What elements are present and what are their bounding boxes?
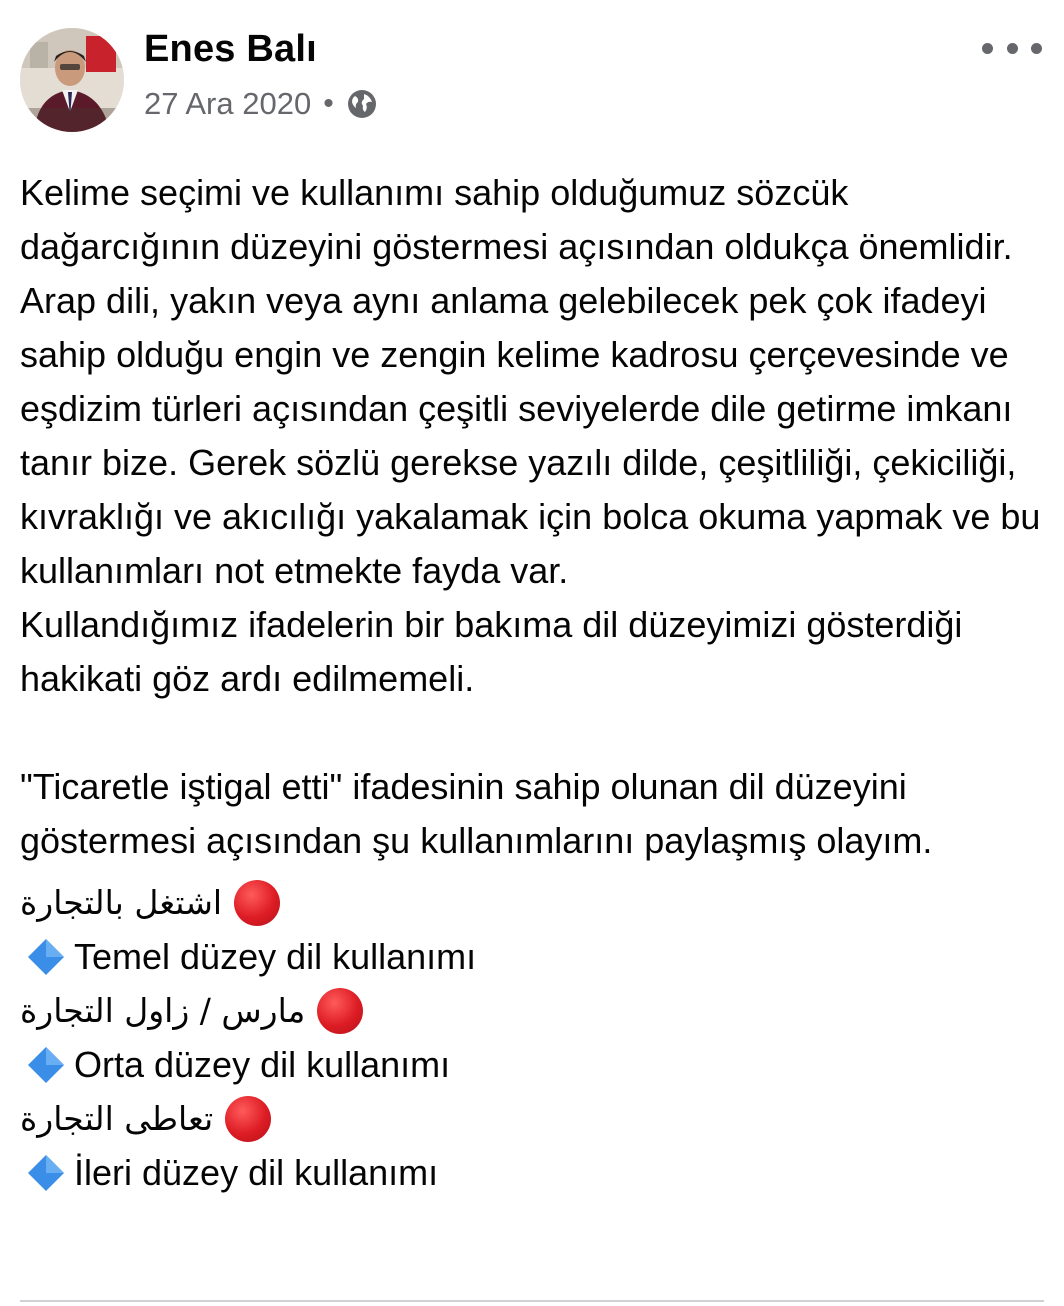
- author-name[interactable]: Enes Balı: [144, 28, 317, 70]
- avatar-photo: [20, 28, 124, 132]
- level-label: Temel düzey dil kullanımı: [74, 936, 477, 977]
- post-date[interactable]: 27 Ara 2020: [144, 86, 312, 121]
- red-circle-icon: [225, 1096, 271, 1142]
- post-header: [20, 24, 1044, 134]
- post-body: [20, 166, 1050, 1200]
- level-row: [20, 1038, 1050, 1092]
- arabic-expression: تعاطى التجارة: [20, 1099, 214, 1138]
- avatar[interactable]: [20, 28, 124, 132]
- post-meta: [144, 86, 378, 122]
- more-horizontal-icon: [982, 43, 993, 54]
- more-options-button[interactable]: [982, 30, 1042, 66]
- level-label: Orta düzey dil kullanımı: [74, 1044, 451, 1085]
- level-label: İleri düzey dil kullanımı: [74, 1152, 439, 1193]
- usage-list: [20, 876, 1050, 1200]
- red-circle-icon: [234, 880, 280, 926]
- red-circle-icon: [317, 988, 363, 1034]
- post-paragraph: "Ticaretle iştigal etti" ifadesinin sahip olunan dil düzeyini göstermesi açısından şu kullanımlarını paylaşmış olayım.: [20, 766, 933, 861]
- post-paragraph: Kullandığımız ifadelerin bir bakıma dil düzeyimizi gösterdiği hakikati göz ardı edilmemeli.: [20, 604, 963, 699]
- level-row: [20, 930, 1050, 984]
- arabic-expression: اشتغل بالتجارة: [20, 883, 223, 922]
- arabic-expression-row: [20, 1092, 1050, 1146]
- arabic-expression-row: [20, 876, 1050, 930]
- post-divider: [20, 1300, 1044, 1302]
- blue-diamond-icon: [24, 1151, 68, 1195]
- globe-icon[interactable]: [346, 88, 378, 120]
- level-row: [20, 1146, 1050, 1200]
- meta-separator: •: [323, 87, 334, 120]
- post-paragraph: Kelime seçimi ve kullanımı sahip olduğumuz sözcük dağarcığının düzeyini göstermesi açısından oldukça önemlidir. Arap dili, yakın veya aynı anlama gelebilecek pek çok ifadeyi sahip olduğu engin ve zengin kelime kadrosu çerçevesinde ve eşdizim türleri açısından çeşitli seviyelerde dile getirme imkanı tanır bize. Gerek sözlü gerekse yazılı dilde, çeşitliliği, çekiciliği, kıvraklığı ve akıcılığı yakalamak için bolca okuma yapmak ve bu kullanımları not etmekte fayda var.: [20, 172, 1041, 591]
- arabic-expression-row: [20, 984, 1050, 1038]
- blue-diamond-icon: [24, 1043, 68, 1087]
- arabic-expression: مارس / زاول التجارة: [20, 991, 306, 1030]
- blue-diamond-icon: [24, 935, 68, 979]
